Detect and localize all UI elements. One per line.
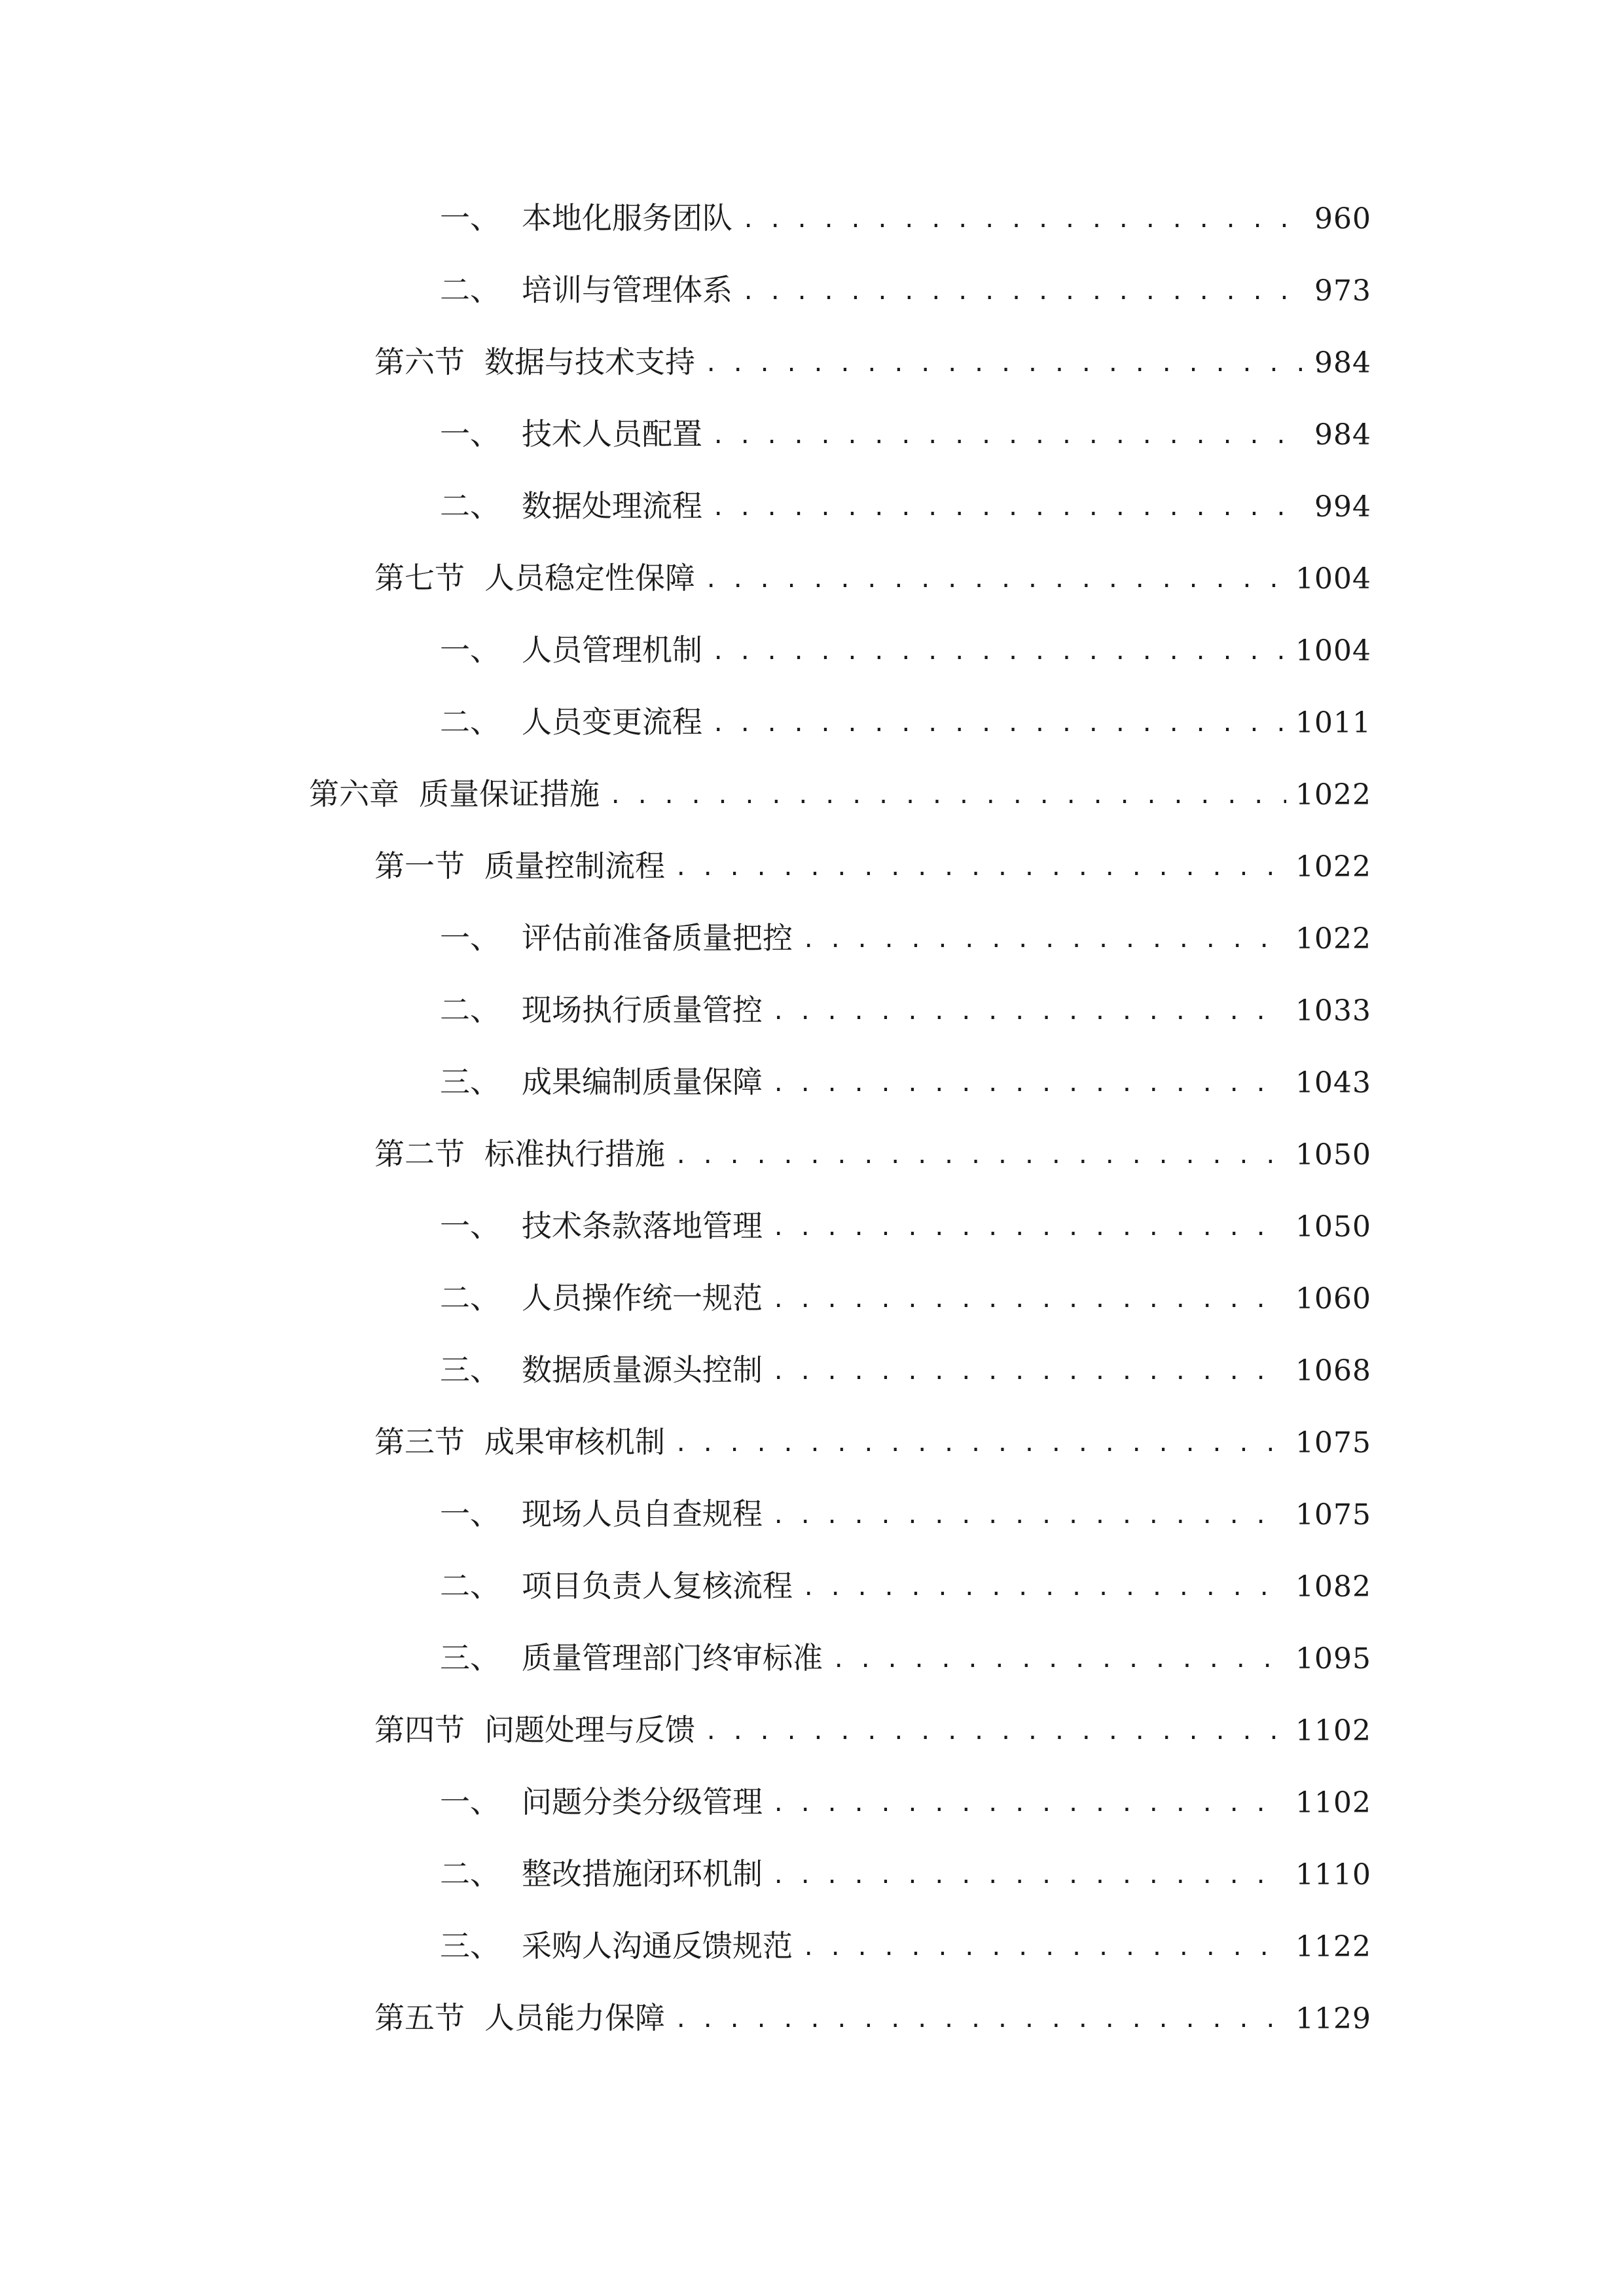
toc-dot-leader	[674, 1421, 1286, 1467]
toc-entry[interactable]	[374, 339, 1371, 385]
toc-entry-number: 二、	[440, 272, 500, 308]
toc-entry-page: 1004	[1295, 562, 1371, 596]
toc-entry[interactable]	[440, 267, 1371, 313]
toc-entry[interactable]	[440, 483, 1371, 529]
toc-entry-number: 第一节	[374, 848, 465, 884]
toc-entry[interactable]	[440, 1923, 1371, 1969]
toc-entry[interactable]	[440, 195, 1371, 241]
toc-entry[interactable]	[440, 627, 1371, 673]
toc-entry-title: 技术条款落地管理	[522, 1208, 763, 1244]
toc-entry[interactable]	[440, 1563, 1371, 1609]
toc-entry[interactable]	[440, 411, 1371, 457]
toc-dot-leader	[772, 1493, 1286, 1539]
toc-entry-page: 1050	[1295, 1138, 1371, 1172]
toc-entry-page: 1102	[1295, 1714, 1371, 1748]
toc-entry-page: 1050	[1295, 1210, 1371, 1244]
toc-entry-number: 二、	[440, 1568, 500, 1604]
toc-dot-leader	[772, 1853, 1286, 1899]
toc-entry-number: 第六节	[374, 344, 465, 380]
toc-entry-number: 一、	[440, 1496, 500, 1532]
toc-dot-leader	[772, 1205, 1286, 1251]
toc-entry[interactable]	[309, 771, 1371, 817]
toc-entry[interactable]	[440, 1347, 1371, 1393]
toc-entry-title: 标准执行措施	[484, 1136, 665, 1172]
toc-dot-leader	[802, 1565, 1286, 1611]
toc-entry[interactable]	[440, 1491, 1371, 1537]
toc-entry-number: 第七节	[374, 560, 465, 596]
toc-dot-leader	[772, 1781, 1286, 1827]
toc-dot-leader	[772, 1349, 1286, 1395]
toc-entry-page: 1022	[1295, 778, 1371, 812]
toc-entry-number: 第六章	[309, 776, 399, 812]
toc-entry-page: 1022	[1295, 850, 1371, 884]
toc-dot-leader	[674, 1133, 1286, 1179]
toc-entry-number: 三、	[440, 1352, 500, 1388]
toc-dot-leader	[609, 773, 1286, 819]
toc-entry-page: 1004	[1295, 634, 1371, 668]
toc-entry-title: 人员管理机制	[522, 632, 702, 668]
toc-entry-number: 二、	[440, 488, 500, 524]
toc-entry-title: 成果编制质量保障	[522, 1064, 763, 1100]
toc-entry-number: 第二节	[374, 1136, 465, 1172]
toc-entry[interactable]	[440, 987, 1371, 1033]
toc-entry-page: 1043	[1295, 1066, 1371, 1100]
toc-dot-leader	[742, 197, 1305, 243]
toc-entry-page: 984	[1314, 346, 1371, 380]
toc-dot-leader	[674, 845, 1286, 891]
toc-entry-number: 第五节	[374, 2000, 465, 2036]
toc-entry-page: 1075	[1295, 1426, 1371, 1460]
toc-entry-page: 1129	[1295, 2002, 1371, 2036]
toc-entry-number: 一、	[440, 632, 500, 668]
toc-entry-number: 二、	[440, 1856, 500, 1892]
toc-entry-page: 1060	[1295, 1282, 1371, 1316]
toc-entry-page: 1110	[1295, 1858, 1371, 1892]
toc-entry-number: 第四节	[374, 1712, 465, 1748]
toc-entry[interactable]	[440, 1851, 1371, 1897]
toc-dot-leader	[802, 1925, 1286, 1971]
toc-entry-title: 成果审核机制	[484, 1424, 665, 1460]
toc-dot-leader	[712, 485, 1305, 531]
toc-entry-title: 项目负责人复核流程	[522, 1568, 793, 1604]
toc-entry-page: 1033	[1295, 994, 1371, 1028]
toc-entry-title: 采购人沟通反馈规范	[522, 1928, 793, 1964]
toc-entry-title: 质量管理部门终审标准	[522, 1640, 823, 1676]
toc-dot-leader	[712, 413, 1305, 459]
toc-entry[interactable]	[440, 699, 1371, 745]
toc-entry[interactable]	[440, 1275, 1371, 1321]
toc-entry-number: 二、	[440, 992, 500, 1028]
toc-entry-title: 数据质量源头控制	[522, 1352, 763, 1388]
toc-entry-title: 质量保证措施	[419, 776, 600, 812]
toc-dot-leader	[772, 1277, 1286, 1323]
toc-entry-title: 人员变更流程	[522, 704, 702, 740]
toc-dot-leader	[772, 989, 1286, 1035]
toc-entry-page: 960	[1314, 202, 1371, 236]
toc-entry[interactable]	[440, 1203, 1371, 1249]
toc-entry[interactable]	[374, 843, 1371, 889]
toc-entry-page: 973	[1314, 274, 1371, 308]
toc-entry-title: 技术人员配置	[522, 416, 702, 452]
toc-entry-number: 一、	[440, 1208, 500, 1244]
toc-entry[interactable]	[440, 915, 1371, 961]
toc-entry-number: 二、	[440, 1280, 500, 1316]
toc-entry-number: 三、	[440, 1640, 500, 1676]
toc-entry-number: 第三节	[374, 1424, 465, 1460]
toc-entry-page: 984	[1314, 418, 1371, 452]
toc-entry-title: 数据与技术支持	[484, 344, 695, 380]
toc-entry-page: 1122	[1295, 1930, 1371, 1964]
toc-entry[interactable]	[374, 1419, 1371, 1465]
toc-entry-title: 人员能力保障	[484, 2000, 665, 2036]
toc-entry-title: 本地化服务团队	[522, 200, 732, 236]
toc-entry-title: 问题处理与反馈	[484, 1712, 695, 1748]
toc-entry-title: 问题分类分级管理	[522, 1784, 763, 1820]
toc-entry-title: 评估前准备质量把控	[522, 920, 793, 956]
toc-entry-number: 三、	[440, 1064, 500, 1100]
toc-entry-title: 人员操作统一规范	[522, 1280, 763, 1316]
toc-entry-page: 1075	[1295, 1498, 1371, 1532]
toc-entry-page: 1022	[1295, 922, 1371, 956]
toc-dot-leader	[832, 1637, 1286, 1683]
toc-entry-title: 质量控制流程	[484, 848, 665, 884]
toc-entry[interactable]	[374, 1995, 1371, 2041]
toc-entry-title: 人员稳定性保障	[484, 560, 695, 596]
toc-entry[interactable]	[440, 1779, 1371, 1825]
toc-entry-title: 数据处理流程	[522, 488, 702, 524]
toc-entry[interactable]	[440, 1059, 1371, 1105]
toc-entry[interactable]	[374, 1131, 1371, 1177]
toc-entry-page: 994	[1314, 490, 1371, 524]
toc-entry-number: 一、	[440, 1784, 500, 1820]
toc-entry-title: 整改措施闭环机制	[522, 1856, 763, 1892]
toc-entry[interactable]	[374, 555, 1371, 601]
toc-dot-leader	[674, 1997, 1286, 2043]
toc-dot-leader	[742, 269, 1305, 315]
toc-entry-page: 1082	[1295, 1570, 1371, 1604]
toc-entry-title: 现场人员自查规程	[522, 1496, 763, 1532]
toc-entry-number: 二、	[440, 704, 500, 740]
toc-entry-page: 1011	[1295, 706, 1371, 740]
toc-entry-page: 1068	[1295, 1354, 1371, 1388]
toc-entry-number: 一、	[440, 416, 500, 452]
toc-entry-title: 现场执行质量管控	[522, 992, 763, 1028]
toc-dot-leader	[802, 917, 1286, 963]
toc-entry-page: 1102	[1295, 1786, 1371, 1820]
toc-entry[interactable]	[374, 1707, 1371, 1753]
toc-dot-leader	[704, 1709, 1286, 1755]
toc-dot-leader	[704, 341, 1305, 387]
toc-dot-leader	[712, 629, 1286, 675]
toc-entry-number: 三、	[440, 1928, 500, 1964]
toc-entry-number: 一、	[440, 920, 500, 956]
toc-dot-leader	[712, 701, 1286, 747]
toc-entry-title: 培训与管理体系	[522, 272, 732, 308]
toc-entry-page: 1095	[1295, 1642, 1371, 1676]
toc-entry[interactable]	[440, 1635, 1371, 1681]
toc-entry-number: 一、	[440, 200, 500, 236]
toc-dot-leader	[772, 1061, 1286, 1107]
toc-dot-leader	[704, 557, 1286, 603]
